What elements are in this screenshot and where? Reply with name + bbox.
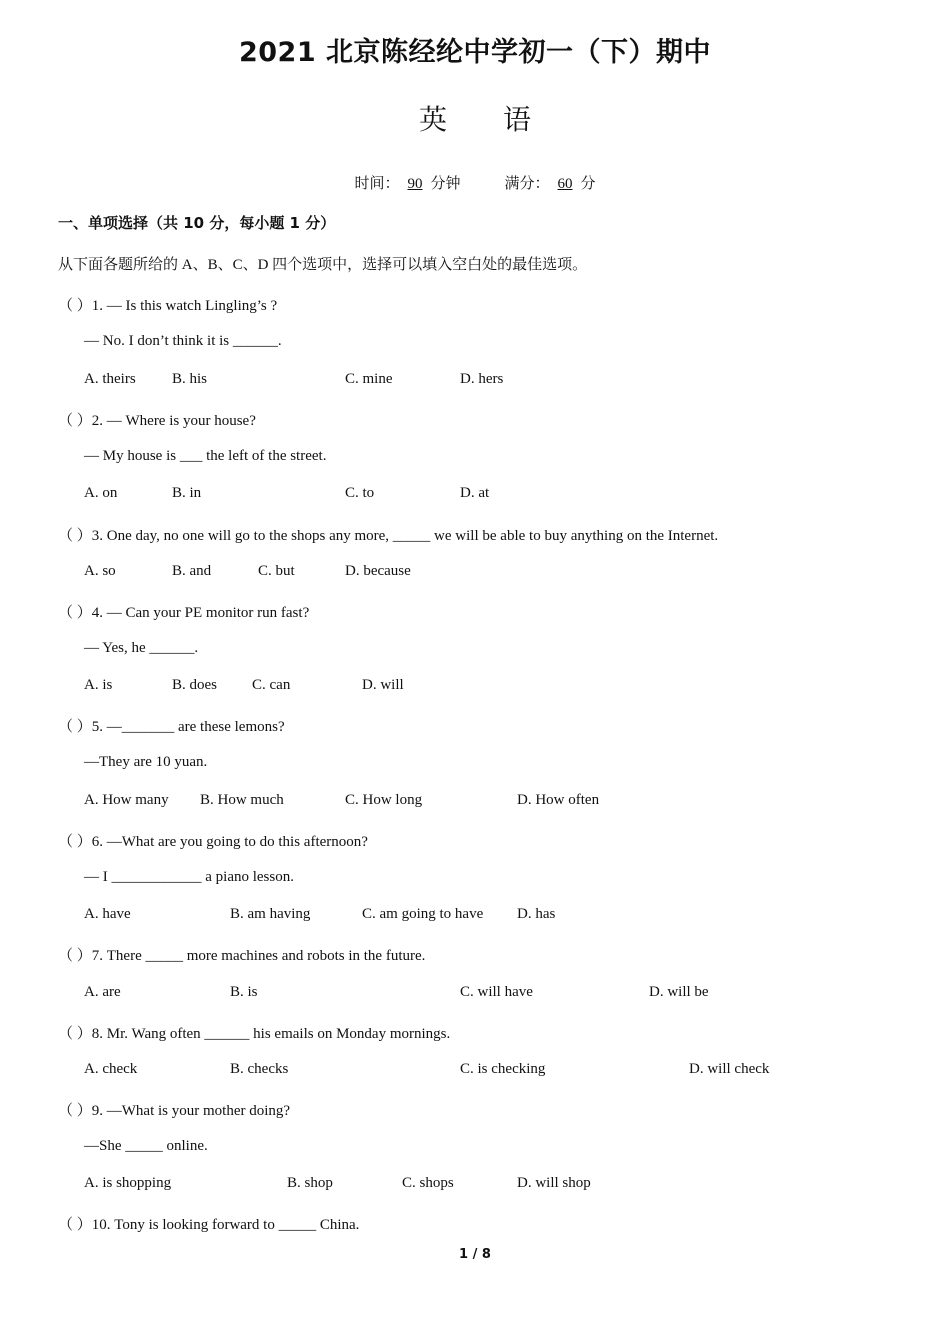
question-4-option-d: D. will xyxy=(362,677,404,693)
question-3-stem: （ ）3. One day, no one will go to the shops any more, _____ we will be able to buy anything on the Internet. xyxy=(58,528,719,544)
question-8-option-d: D. will check xyxy=(689,1061,770,1077)
page-number: 1 / 8 xyxy=(459,1247,491,1262)
question-6-stem: （ ）6. —What are you going to do this afternoon? xyxy=(58,834,368,850)
question-5-option-b: B. How much xyxy=(200,792,284,808)
question-7-option-d: D. will be xyxy=(649,984,709,1000)
question-6-option-c: C. am going to have xyxy=(362,906,484,922)
question-7-option-c: C. will have xyxy=(460,984,533,1000)
question-5-option-a: A. How many xyxy=(84,792,169,808)
question-2-reply: — My house is ___ the left of the street. xyxy=(84,448,327,464)
question-2-stem: （ ）2. — Where is your house? xyxy=(58,413,256,429)
time-value: 90 xyxy=(407,176,423,192)
question-3-option-a: A. so xyxy=(84,563,116,579)
question-6-reply: — I ____________ a piano lesson. xyxy=(84,869,294,885)
question-8-option-c: C. is checking xyxy=(460,1061,546,1077)
question-2-option-a: A. on xyxy=(84,485,118,501)
subject-char-2: 语 xyxy=(503,103,532,136)
question-2-option-b: B. in xyxy=(172,485,202,501)
question-8-option-a: A. check xyxy=(84,1061,138,1077)
question-4-reply: — Yes, he ______. xyxy=(84,640,199,656)
question-7-option-a: A. are xyxy=(84,984,121,1000)
question-3-option-d: D. because xyxy=(345,563,411,579)
exam-title: 2021 北京陈经纶中学初一（下）期中 xyxy=(238,37,712,68)
time-unit: 分钟 xyxy=(430,176,461,192)
subject-title xyxy=(0,98,950,138)
question-6-option-b: B. am having xyxy=(230,906,311,922)
question-10-stem: （ ）10. Tony is looking forward to _____ China. xyxy=(58,1217,360,1233)
question-1-option-b: B. his xyxy=(172,371,208,387)
question-5-stem: （ ）5. —_______ are these lemons? xyxy=(58,719,285,735)
question-2-option-c: C. to xyxy=(345,485,375,501)
question-6-option-a: A. have xyxy=(84,906,131,922)
score-value: 60 xyxy=(557,176,573,192)
question-4-option-c: C. can xyxy=(252,677,291,693)
question-9-option-d: D. will shop xyxy=(517,1175,591,1191)
question-9-option-a: A. is shopping xyxy=(84,1175,172,1191)
question-1-option-c: C. mine xyxy=(345,371,393,387)
question-1-stem: （ ）1. — Is this watch Lingling’s ? xyxy=(58,298,278,314)
question-4-stem: （ ）4. — Can your PE monitor run fast? xyxy=(58,605,310,621)
exam-meta xyxy=(0,172,950,193)
score-label: 满分： xyxy=(504,176,550,192)
subject-char-1: 英 xyxy=(418,103,447,136)
section-instruction: 从下面各题所给的 A、B、C、D 四个选项中，选择可以填入空白处的最佳选项。 xyxy=(58,257,588,273)
question-6-option-d: D. has xyxy=(517,906,556,922)
question-1-option-a: A. theirs xyxy=(84,371,136,387)
question-8-option-b: B. checks xyxy=(230,1061,289,1077)
question-4-option-b: B. does xyxy=(172,677,217,693)
section-heading: 一、单项选择（共 10 分，每小题 1 分） xyxy=(58,214,336,232)
question-7-stem: （ ）7. There _____ more machines and robots in the future. xyxy=(58,948,426,964)
question-9-option-c: C. shops xyxy=(402,1175,454,1191)
question-5-option-d: D. How often xyxy=(517,792,600,808)
question-3-option-b: B. and xyxy=(172,563,212,579)
question-9-stem: （ ）9. —What is your mother doing? xyxy=(58,1103,291,1119)
score-unit: 分 xyxy=(580,176,596,192)
question-1-option-d: D. hers xyxy=(460,371,504,387)
question-5-option-c: C. How long xyxy=(345,792,423,808)
question-9-option-b: B. shop xyxy=(287,1175,333,1191)
question-8-stem: （ ）8. Mr. Wang often ______ his emails on Monday mornings. xyxy=(58,1026,451,1042)
question-5-reply: —They are 10 yuan. xyxy=(84,754,208,770)
question-1-reply: — No. I don’t think it is ______. xyxy=(84,333,282,349)
question-2-option-d: D. at xyxy=(460,485,490,501)
question-9-reply: —She _____ online. xyxy=(84,1138,208,1154)
question-7-option-b: B. is xyxy=(230,984,258,1000)
question-3-option-c: C. but xyxy=(258,563,295,579)
time-label: 时间： xyxy=(354,176,400,192)
question-4-option-a: A. is xyxy=(84,677,113,693)
